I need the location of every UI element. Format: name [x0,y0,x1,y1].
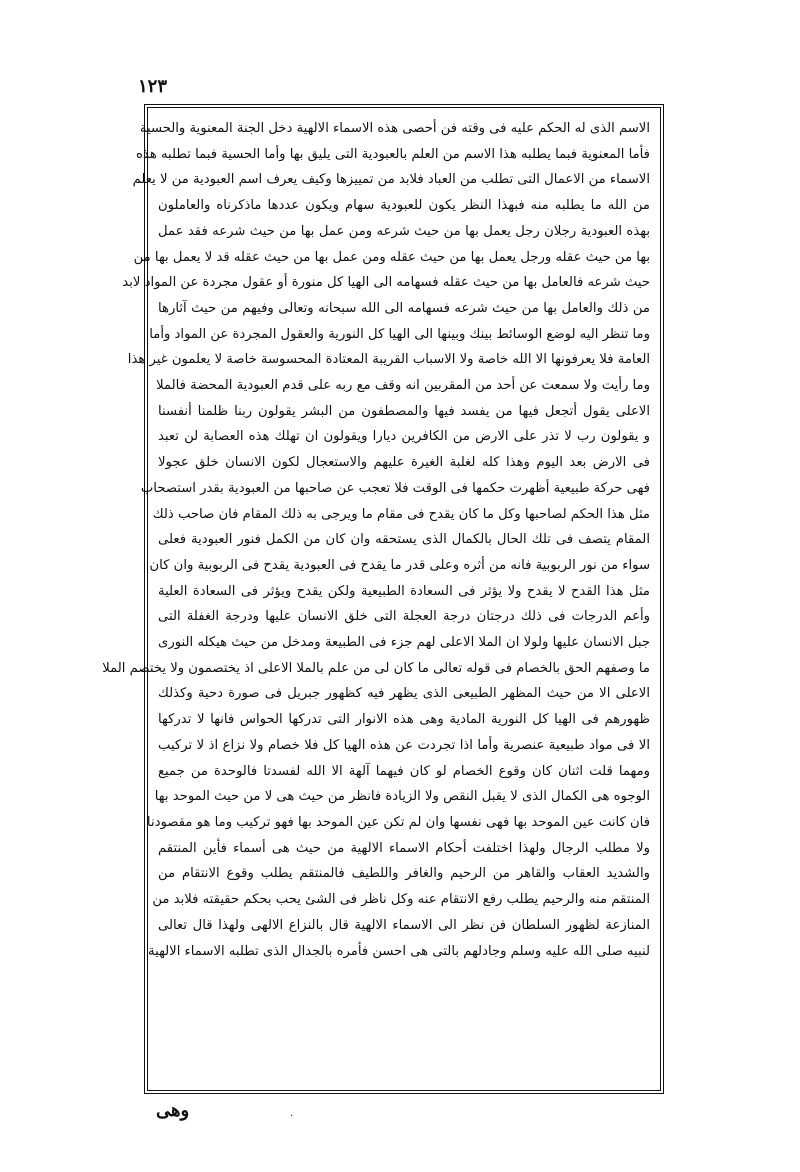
text-line: ومهما قلت اثنان كان وقوع الخصام لو كان فيهما آلهة الا الله لفسدتا فالوحدة من جميع [158,763,650,779]
text-line: فأما المعنوية فبما يطلبه هذا الاسم من العلم بالعبودية التى يليق بها وأما الحسية فبما تطلبه هذه [136,146,650,162]
text-line: الا فى مواد طبيعية عنصرية وأما اذا تجردت عن هذه الهيا كل فلا خصام ولا نزاع اذ لا تركيب [158,737,650,753]
text-line: بها من حيث عقله ورجل يعمل بها من حيث عقله ومن عمل بها من حيث عقله قد لا يعمل بها من [133,249,650,265]
text-line: سواء من نور الربوبية فانه من أثره وعلى قدر ما يقدح فى العبودية يقدح فى الربوبية وان كان [149,557,650,573]
text-line: الاسم الذى له الحكم عليه فى وقته فن أحصى هذه الاسماء الالهية دخل الجنة المعنوية والحسية [139,121,650,136]
text-line: و يقولون رب لا تذر على الارض من الكافرين ديارا ويقولون ان تهلك هذه العصابة لن تعبد [158,429,650,445]
text-line: من الله ما يطلبه منه فبهذا النظر يكون للعبودية سهام ويكون عددها ماذكرناه والعاملون [158,198,650,214]
text-line: وما تنظر اليه لوضع الوسائط بينك وبينها الى الهيا كل النورية والعقول المجردة عن المواد وأما [149,326,650,342]
text-line: الوجوه هى الكمال الذى لا يقبل النقص ولا الزيادة فانظر من حيث هى لا من حيث الموحد بها [154,789,650,805]
catchword: وهى [156,1100,190,1121]
body-text [102,116,650,964]
text-line: المنازعة لظهور السلطان فن نظر الى الاسماء الالهية قال بالنزاع الالهى ولهذا قال تعالى [158,917,650,933]
text-line: مثل هذا القدح لا يقدح ولا يؤثر فى السعادة الطبيعية ولكن يقدح ويؤثر فى السعادة العلية [158,583,650,599]
page-number: ١٢٣ [138,76,168,97]
text-line: وأعم الدرجات فى ذلك درجتان درجة العجلة التى خلق الانسان عليها ودرجة الغفلة التى [158,609,650,625]
text-line: ظهورهم فى الهيا كل النورية المادية وهى هذه الانوار التى تدركها الحواس فانها لا تدركها [158,712,650,728]
text-line: بهذه العبودية رجلان رجل يعمل بها من حيث شرعه ومن عمل بها من حيث شرعه فقد عمل [158,223,650,239]
text-line: المنتقم منه والرحيم يطلب رفع الانتقام عنه وكل ناظر فى الشئ يحب بحكم حقيقته فلابد من [152,892,650,908]
text-line: الاسماء من الاعمال التى تطلب من العباد فلابد من تمييزها وكيف يعرف اسم العبودية من لا يعلم [132,172,650,188]
text-line: والشديد العقاب والقاهر من الرحيم والغافر واللطيف فالمنتقم يطلب وقوع الانتقام من [158,866,650,882]
text-line: الاعلى الا من حيث المظهر الطبيعى الذى يظهر فيه كظهور جبريل فى صورة دحية وكذلك [158,686,650,702]
text-line: العامة فلا يعرفونها الا الله خاصة ولا الاسباب القريبة المعتادة المحسوسة خاصة لا يعلمون غير هذا [127,352,650,368]
text-line: حيث شرعه فالعامل بها من حيث عقله فسهامه الى الهيا كل منورة أو عقول مجردة عن المواد لابد [122,275,650,291]
text-line: الاعلى يقول أتجعل فيها من يفسد فيها والمصطفون من البشر يقولون ربنا ظلمنا أنفسنا [158,403,650,419]
ink-dot: . [290,1108,294,1119]
text-line: فى الارض بعد اليوم وهذا كله لغلبة الغيرة عليهم والاستعجال لكون الانسان خلق عجولا [158,455,650,471]
text-line: المقام يتصف فى تلك الحال بالكمال الذى يستحقه وان كان من الكمل فنور العبودية فعلى [158,532,650,548]
text-line: مثل هذا الحكم لصاحبها وكل ما كان يقدح فى مقام ما ويرجى به ذلك المقام فان صاحب ذلك [152,506,650,522]
text-line: ما وصفهم الحق بالخصام فى قوله تعالى ما كان لى من علم بالملا الاعلى اذ يختصمون ولا يختصم الملا [102,660,650,676]
text-line: فهى حركة طبيعية أظهرت حكمها فى الوقت فلا تعجب عن صاحبها من العبودية بقدر استصحاب [140,480,650,496]
text-line: فان كانت عين الموحد بها فهى نفسها وان لم تكن عين الموحد بها فهو تركيب وما هو مقصودنا [146,814,650,830]
text-line: ولا مطلب الرجال ولهذا اختلفت أحكام الاسماء الالهية من حيث هى أسماء فأين المنتقم [158,840,650,856]
text-line: من ذلك والعامل بها من حيث شرعه فسهامه الى الله سبحانه وتعالى وفيهم من حيث آثارها [158,300,650,316]
text-line: جبل الانسان عليها ولولا ان الملا الاعلى لهم جزء فى الطبيعة ومدخل من حيث هيكله النورى [158,635,650,651]
text-frame [102,104,664,1094]
text-line: لنبيه صلى الله عليه وسلم وجادلهم بالتى هى احسن فأمره بالجدال الذى تطلبه الاسماء الالهية [148,943,650,959]
text-line: وما رأيت ولا سمعت عن أحد من المقربين انه وقف مع ربه على قدم العبودية المحضة فالملا [156,378,650,394]
